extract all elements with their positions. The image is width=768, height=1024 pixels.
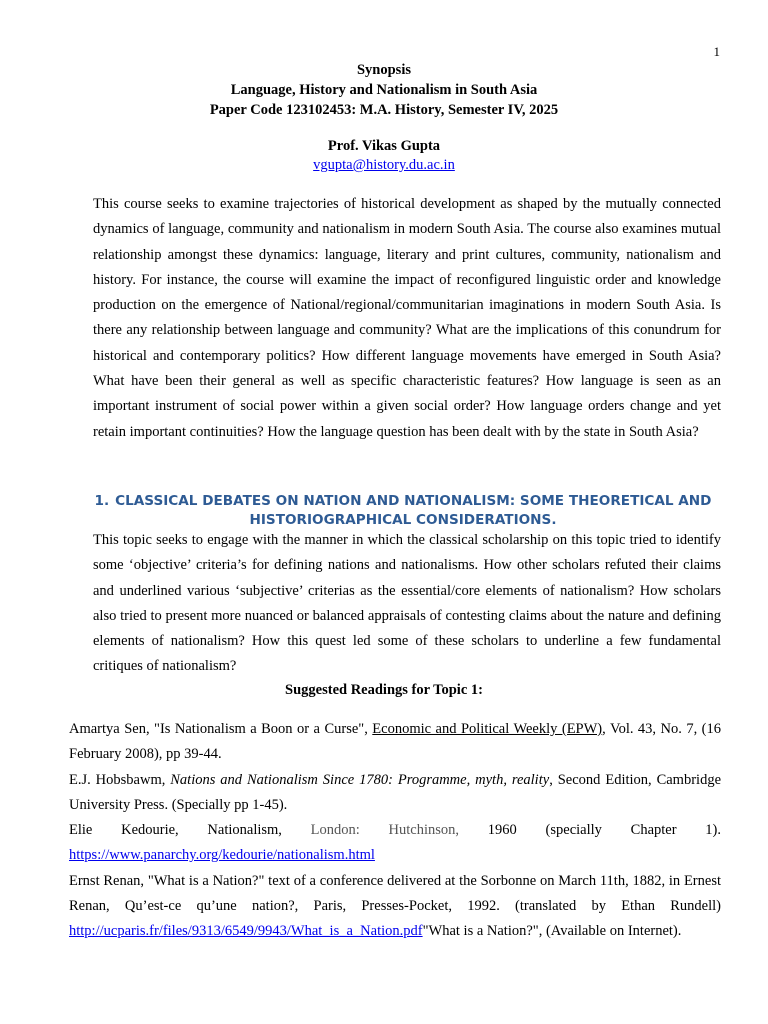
- reading-kedourie-publisher: London: Hutchinson,: [310, 822, 460, 839]
- page-number: 1: [713, 44, 720, 59]
- reading-sen-journal: Economic and Political Weekly (EPW): [372, 721, 603, 737]
- readings-title: Suggested Readings for Topic 1:: [285, 682, 483, 698]
- document-header: [0, 60, 768, 120]
- topic-1-number: 1.: [94, 493, 110, 509]
- reading-item-renan: [69, 869, 721, 945]
- topic-1-description: This topic seeks to engage with the manner in which the classical scholarship on this topic tried to identify some ‘objective’ criteria’s for defining nations and nationalisms. How other scholars refuted their claims and underlined various ‘subjective’ criterias as the essential/core elements of nationalism? How scholars also tried to present more nuanced or balanced appraisals of contesting claims about the nature and defining elements of nationalism? How this quest led some of these scholars to underline a few fundamental critiques of nationalism?: [93, 532, 721, 675]
- author-email-link[interactable]: vgupta@history.du.ac.in: [313, 157, 455, 173]
- reading-renan-text: Ernst Renan, "What is a Nation?" text of a conference delivered at the Sorbonne on March 11th, 1882, in Ernest Renan, Qu’est-ce qu’une nation?, Paris, Presses-Pocket, 1992. (translated by Ethan Rundell): [69, 872, 721, 915]
- reading-hobsbawm-author: E.J. Hobsbawm,: [69, 771, 171, 788]
- reading-hobsbawm-details: , Second Edition, Cambridge University Press. (Specially pp 1-45).: [69, 771, 721, 813]
- topic-1-heading: [78, 492, 728, 530]
- author-name: Prof. Vikas Gupta: [327, 138, 441, 154]
- reading-kedourie-details: 1960 (specially Chapter 1).: [459, 822, 721, 839]
- author-block: [0, 137, 768, 175]
- reading-renan-post: "What is a Nation?", (Available on Internet).: [422, 923, 682, 940]
- reading-kedourie-author: Elie Kedourie, Nationalism,: [69, 822, 311, 839]
- readings-list: [69, 717, 721, 945]
- reading-hobsbawm-title: Nations and Nationalism Since 1780: Programme, myth, reality: [170, 771, 550, 788]
- reading-sen-details: , Vol. 43, No. 7, (16 February 2008), pp 39-44.: [69, 721, 722, 763]
- reading-item-sen: [69, 717, 721, 768]
- reading-item-hobsbawm: [69, 768, 721, 819]
- reading-item-kedourie-link: [69, 843, 721, 868]
- course-abstract: This course seeks to examine trajectories of historical development as shaped by the mutually connected dynamics of language, community and nationalism in modern South Asia. The course also examines mutual relationship amongst these dynamics: language, literary and print cultures, community, nationalism and history. For instance, the course will examine the impact of reconfigured linguistic order and knowledge production on the emergence of National/regional/communitarian imaginations in modern South Asia. Is there any relationship between language and community? What are the implications of this conundrum for historical and contemporary politics? How different language movements have emerged in South Asia? What have been their general as well as specific characteristic features? How language is seen as an important instrument of social power within a given social order? How language orders change and yet retain important continuities? How the language question has been dealt with by the state in South Asia?: [93, 196, 721, 440]
- reading-item-kedourie: [69, 818, 721, 843]
- header-synopsis: Synopsis: [356, 62, 411, 78]
- paper-code: Paper Code 123102453: M.A. History, Semester IV, 2025: [209, 102, 559, 118]
- course-title: Language, History and Nationalism in South Asia: [230, 82, 538, 98]
- reading-sen-author: Amartya Sen, "Is Nationalism a Boon or a Curse",: [69, 721, 373, 737]
- renan-pdf-link[interactable]: http://ucparis.fr/files/9313/6549/9943/What_is_a_Nation.pdf: [69, 923, 423, 940]
- kedourie-link[interactable]: https://www.panarchy.org/kedourie/nationalism.html: [69, 847, 375, 864]
- topic-1-title: CLASSICAL DEBATES ON NATION AND NATIONALISM: SOME THEORETICAL AND HISTORIOGRAPHICAL CONSIDERATIONS.: [115, 493, 712, 528]
